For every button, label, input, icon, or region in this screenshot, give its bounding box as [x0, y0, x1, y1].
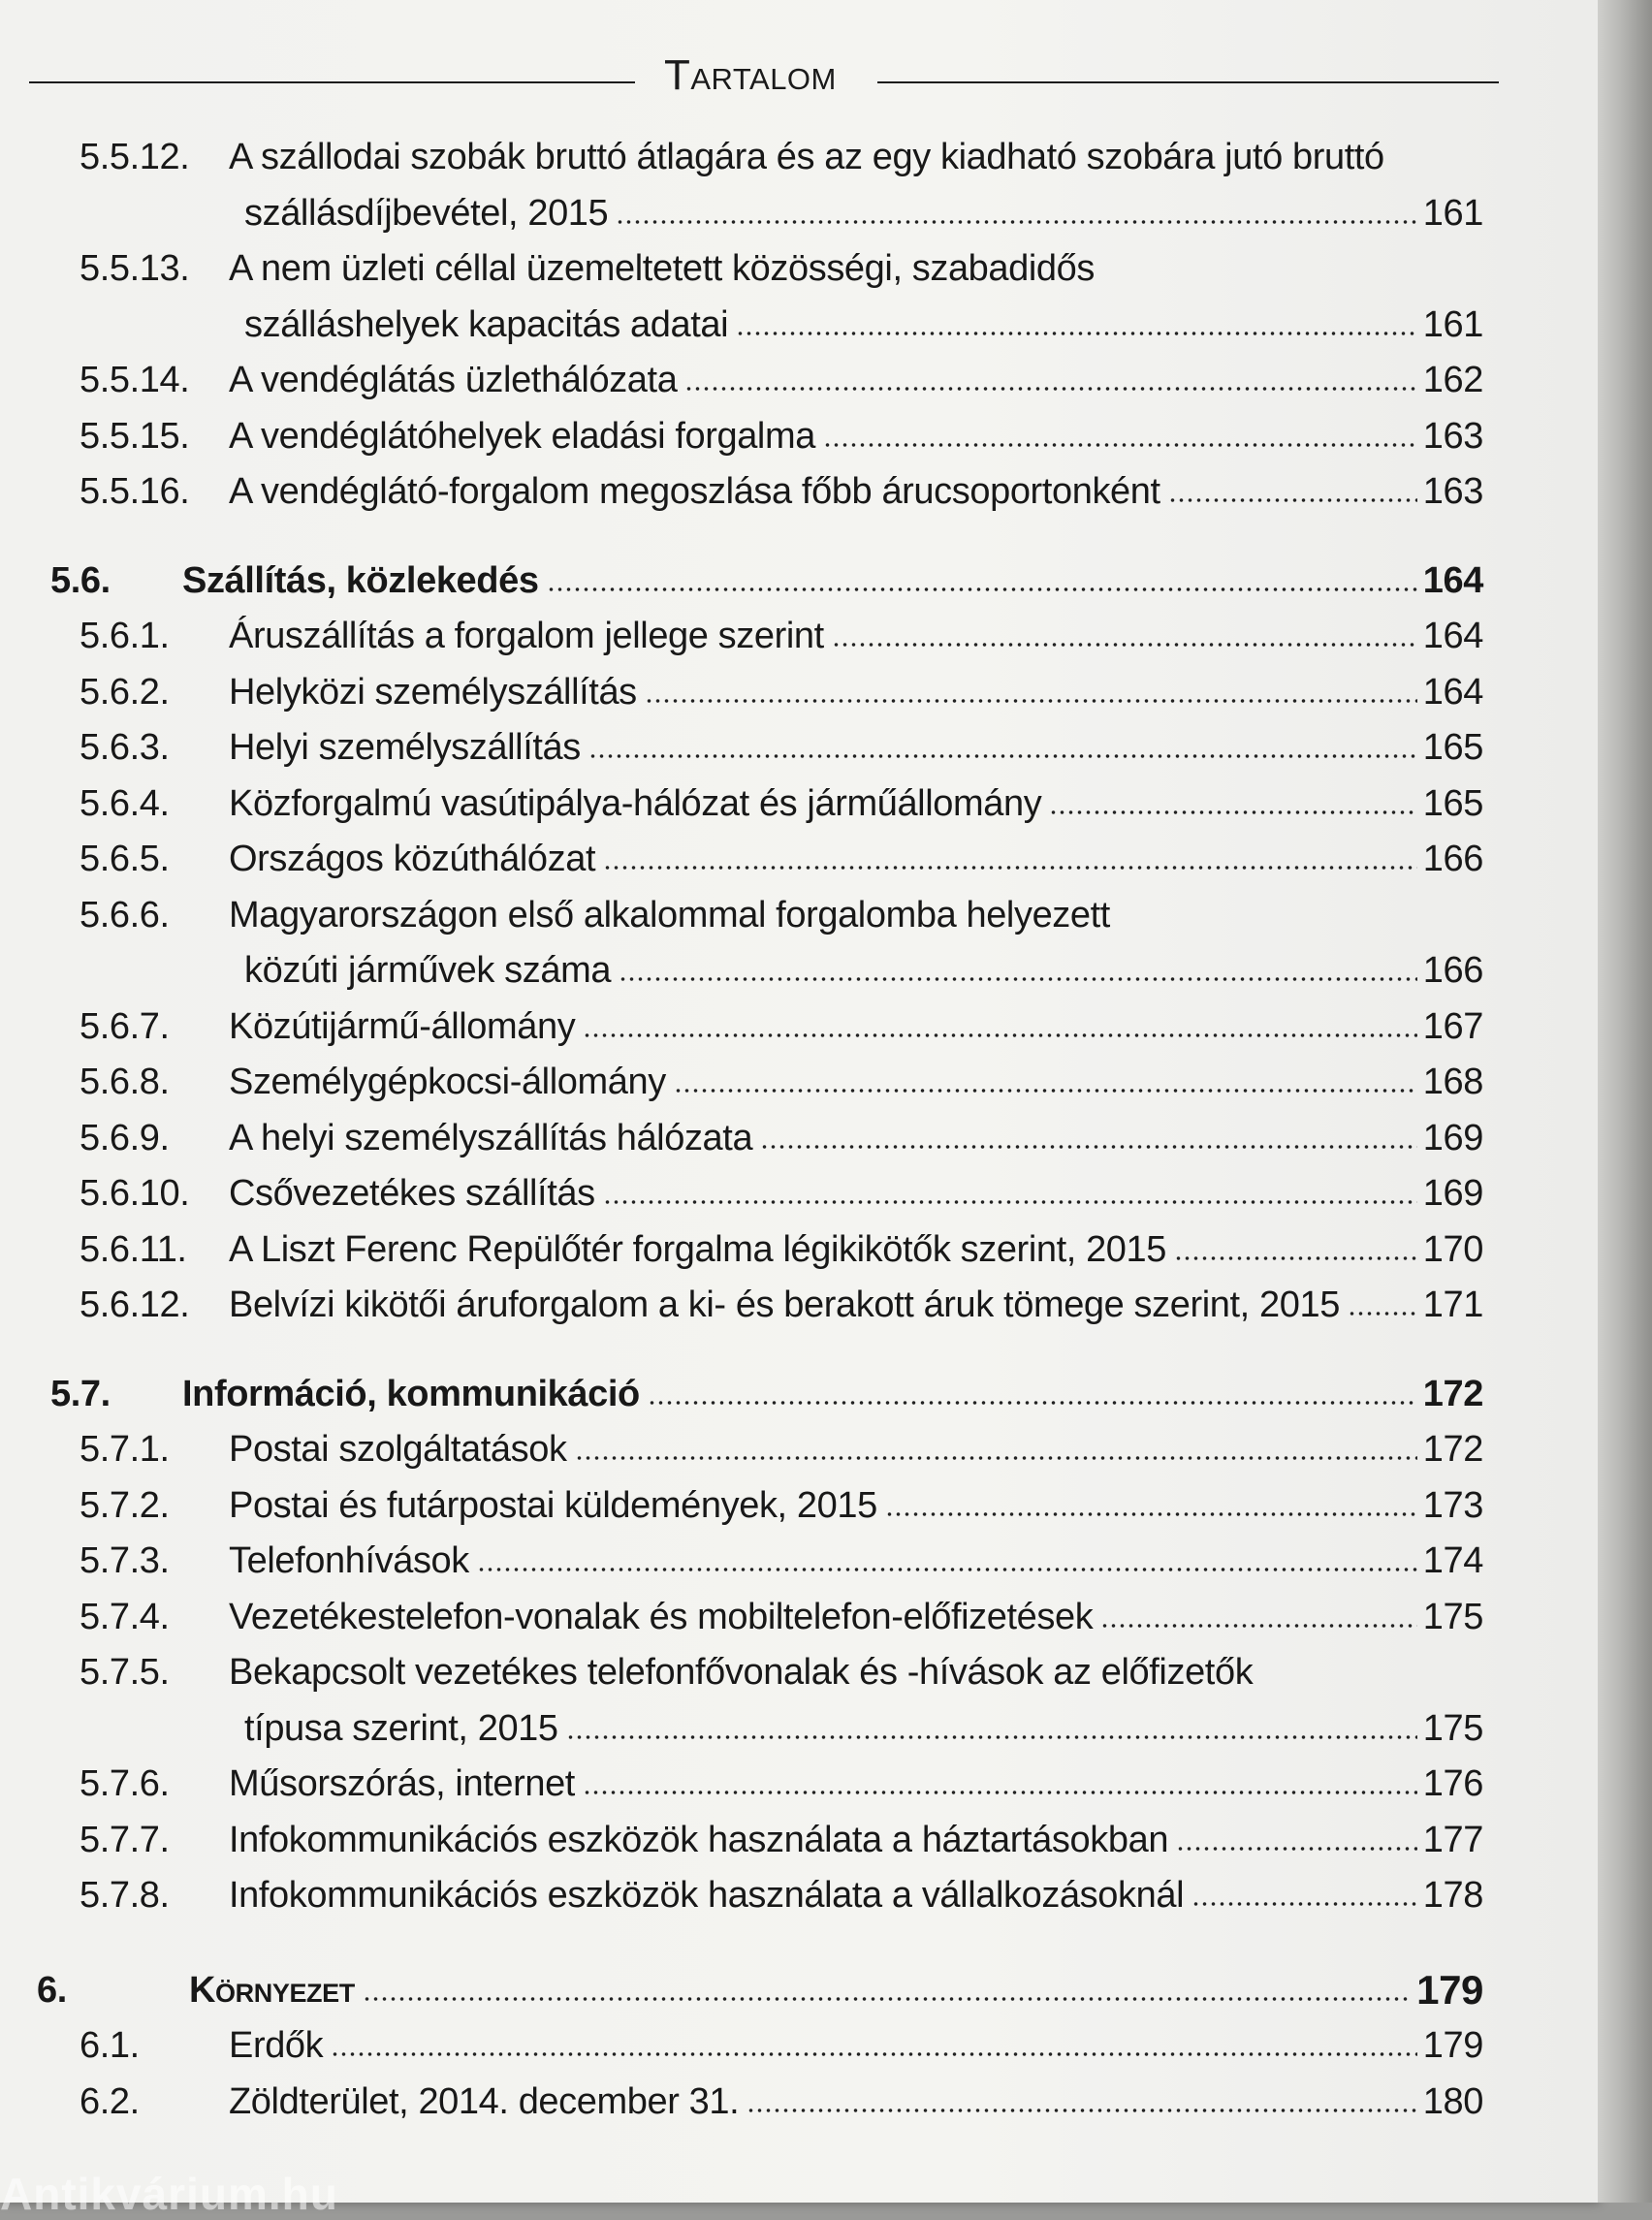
- toc-entry-number: 5.6.11.: [79, 1228, 187, 1270]
- dot-leader: [583, 1791, 1417, 1794]
- toc-entry-page-number: 173: [1422, 1484, 1483, 1526]
- toc-entry: [0, 1483, 1483, 1536]
- toc-entry-page-number: 172: [1422, 1429, 1483, 1470]
- toc-entry-title: Vezetékestelefon-vonalak és mobiltelefon-előfizetések: [229, 1596, 1094, 1637]
- toc-entry-number: 5.7.: [50, 1373, 111, 1414]
- toc-entry: [0, 893, 1483, 945]
- toc-entry-number: 5.7.1.: [79, 1429, 170, 1470]
- toc-entry-page-number: 169: [1422, 1117, 1483, 1158]
- toc-entry-number: 5.6.3.: [79, 727, 170, 768]
- toc-entry-title: Helyközi személyszállítás: [229, 671, 637, 713]
- toc-entry: [0, 1538, 1483, 1591]
- toc-entry-number: 5.7.5.: [79, 1652, 170, 1693]
- dot-leader: [363, 1997, 1411, 2001]
- toc-entry-number: 5.7.4.: [79, 1596, 170, 1637]
- toc-entry-title: szálláshelyek kapacitás adatai: [244, 303, 729, 345]
- toc-entry: [0, 1650, 1483, 1702]
- toc-entry-number: 5.6.6.: [79, 894, 170, 936]
- toc-entry-title: Bekapcsolt vezetékes telefonfővonalak és -hívások az előfizetők: [229, 1652, 1254, 1693]
- toc-entry: [0, 1283, 1483, 1335]
- toc-entry: [0, 1116, 1483, 1168]
- toc-entry: [0, 1873, 1483, 1925]
- dot-leader: [566, 1735, 1417, 1739]
- toc-entry: [0, 358, 1483, 410]
- toc-entry: [0, 414, 1483, 466]
- toc-entry-page-number: 163: [1422, 471, 1483, 512]
- toc-entry-number: 5.6.8.: [79, 1062, 170, 1102]
- dot-leader: [603, 1200, 1417, 1204]
- toc-entry: [0, 1060, 1483, 1112]
- toc-entry-title: közúti járművek száma: [244, 950, 612, 991]
- toc-entry: [0, 670, 1483, 722]
- toc-entry-title: Belvízi kikötői áruforgalom a ki- és berakott áruk tömege szerint, 2015: [229, 1284, 1340, 1325]
- toc-entry-page-number: 169: [1422, 1173, 1483, 1214]
- toc-entry-page-number: 161: [1422, 303, 1483, 345]
- toc-entry-title: A helyi személyszállítás hálózata: [229, 1117, 753, 1158]
- toc-entry-title: típusa szerint, 2015: [244, 1707, 558, 1749]
- toc-entry-number: 5.7.3.: [79, 1540, 170, 1581]
- toc-entry: [0, 725, 1483, 777]
- toc-entry-number: 5.7.7.: [79, 1819, 170, 1860]
- dot-leader: [1348, 1312, 1417, 1316]
- toc-entry-page-number: 180: [1422, 2080, 1483, 2122]
- page-stack-edge: [1598, 0, 1652, 2203]
- toc-entry-continuation: [0, 948, 1483, 1000]
- toc-entry-number: 5.6.12.: [79, 1284, 190, 1325]
- toc-entry-number: 5.7.6.: [79, 1763, 170, 1804]
- dot-leader: [1191, 1902, 1417, 1906]
- toc-entry: [0, 1761, 1483, 1814]
- dot-leader: [575, 1456, 1417, 1460]
- toc-entry-title: Erdők: [229, 2025, 324, 2066]
- toc-entry-number: 5.5.13.: [79, 248, 190, 289]
- toc-entry-title: Infokommunikációs eszközök használata a vállalkozásoknál: [229, 1875, 1185, 1916]
- toc-entry: [0, 781, 1483, 834]
- toc-entry-title: Postai szolgáltatások: [229, 1429, 567, 1470]
- toc-entry-page-number: 179: [1422, 2025, 1483, 2066]
- toc-entry-page-number: 177: [1422, 1819, 1483, 1860]
- toc-entry-title: Áruszállítás a forgalom jellege szerint: [229, 616, 824, 656]
- toc-entry-number: 5.5.15.: [79, 415, 190, 457]
- toc-entry-title: szállásdíjbevétel, 2015: [244, 192, 609, 234]
- dot-leader: [1168, 498, 1417, 502]
- toc-entry-title: A vendéglátás üzlethálózata: [229, 360, 678, 400]
- toc-entry-page-number: 161: [1422, 192, 1483, 234]
- toc-entry-title: Csővezetékes szállítás: [229, 1173, 595, 1214]
- dot-leader: [760, 1145, 1417, 1149]
- toc-entry-title: A vendéglátó-forgalom megoszlása főbb árucsoportonként: [229, 471, 1160, 512]
- toc-entry: [0, 1427, 1483, 1479]
- toc-entry-title: Magyarországon első alkalommal forgalomba helyezett: [229, 894, 1110, 936]
- toc-entry-number: 6.2.: [79, 2080, 140, 2122]
- dot-leader: [477, 1568, 1417, 1571]
- toc-entry-title: A nem üzleti céllal üzemeltetett közösségi, szabadidős: [229, 248, 1095, 289]
- toc-entry-title: Műsorszórás, internet: [229, 1763, 575, 1804]
- dot-leader: [588, 754, 1417, 758]
- toc-entry-page-number: 168: [1422, 1062, 1483, 1102]
- toc-entry-title: Postai és futárpostai küldemények, 2015: [229, 1484, 877, 1526]
- toc-entry-page-number: 164: [1422, 616, 1483, 656]
- toc-entry: [0, 1595, 1483, 1647]
- dot-leader: [616, 220, 1417, 224]
- toc-entry: [0, 1227, 1483, 1280]
- dot-leader: [674, 1089, 1417, 1093]
- dot-leader: [832, 643, 1417, 647]
- toc-entry-page-number: 164: [1422, 559, 1483, 601]
- toc-entry: [0, 1968, 1483, 2020]
- dot-leader: [1100, 1624, 1416, 1628]
- dot-leader: [648, 1401, 1417, 1405]
- toc-entry-page-number: 165: [1422, 727, 1483, 768]
- toc-entry-number: 5.6.7.: [79, 1005, 170, 1047]
- dot-leader: [583, 1033, 1416, 1037]
- toc-entry: [0, 1004, 1483, 1057]
- toc-entry: [0, 1818, 1483, 1870]
- toc-entry-page-number: 175: [1422, 1707, 1483, 1749]
- toc-entry: [0, 469, 1483, 522]
- toc-entry-page-number: 167: [1422, 1005, 1483, 1047]
- dot-leader: [823, 443, 1417, 447]
- toc-entry-page-number: 162: [1422, 360, 1483, 400]
- toc-entry-number: 5.5.16.: [79, 471, 190, 512]
- toc-entry: [0, 558, 1483, 611]
- dot-leader: [684, 387, 1416, 391]
- toc-entry-number: 5.6.4.: [79, 782, 170, 824]
- dot-leader: [1176, 1847, 1417, 1851]
- toc-entry-page-number: 164: [1422, 671, 1483, 713]
- toc-entry-number: 5.6.1.: [79, 616, 170, 656]
- toc-entry-title: A szállodai szobák bruttó átlagára és az egy kiadható szobára jutó bruttó: [229, 137, 1384, 177]
- toc-entry-page-number: 174: [1422, 1540, 1483, 1581]
- toc-entry: [0, 2023, 1483, 2076]
- toc-entry-page-number: 166: [1422, 839, 1483, 879]
- toc-entry: [0, 135, 1483, 187]
- toc-entry-title: Környezet: [189, 1969, 355, 2011]
- toc-entry-number: 5.6.2.: [79, 671, 170, 713]
- toc-entry-page-number: 166: [1422, 950, 1483, 991]
- toc-entry-page-number: 165: [1422, 782, 1483, 824]
- toc-entry-page-number: 175: [1422, 1596, 1483, 1637]
- toc-entry-number: 5.6.10.: [79, 1173, 190, 1214]
- watermark-text: Antikvárium.hu: [0, 2169, 338, 2219]
- toc-entry-number: 5.6.9.: [79, 1117, 170, 1158]
- toc-entry: [0, 837, 1483, 889]
- toc-entry-page-number: 179: [1416, 1966, 1483, 2013]
- dot-leader: [331, 2052, 1417, 2056]
- toc-entry-title: Közútijármű-állomány: [229, 1005, 576, 1047]
- dot-leader: [1174, 1256, 1417, 1260]
- toc-entry-title: Közforgalmú vasútipálya-hálózat és járműállomány: [229, 782, 1042, 824]
- dot-leader: [1049, 810, 1416, 814]
- toc-entry-title: A vendéglátóhelyek eladási forgalma: [229, 415, 815, 457]
- toc-entry-page-number: 171: [1422, 1284, 1483, 1325]
- toc-entry-title: Telefonhívások: [229, 1540, 469, 1581]
- toc-entry-continuation: [0, 191, 1483, 243]
- toc-entry-number: 6.: [37, 1969, 67, 2011]
- toc-entry-page-number: 170: [1422, 1228, 1483, 1270]
- toc-entry-number: 5.7.8.: [79, 1875, 170, 1916]
- toc-entry-title: Helyi személyszállítás: [229, 727, 581, 768]
- dot-leader: [547, 587, 1417, 591]
- toc-entry-continuation: [0, 302, 1483, 355]
- toc-entry-number: 5.6.: [50, 559, 111, 601]
- dot-leader: [736, 332, 1417, 335]
- toc-entry: [0, 1372, 1483, 1424]
- dot-leader: [619, 977, 1417, 981]
- toc-entry-number: 5.5.14.: [79, 360, 190, 400]
- toc-entry-page-number: 163: [1422, 415, 1483, 457]
- toc-entry-page-number: 172: [1422, 1373, 1483, 1414]
- dot-leader: [603, 866, 1417, 870]
- toc-entry-title: Zöldterület, 2014. december 31.: [229, 2080, 740, 2122]
- toc-entry-page-number: 176: [1422, 1763, 1483, 1804]
- dot-leader: [747, 2109, 1417, 2112]
- toc-entry: [0, 1171, 1483, 1223]
- toc-entry: [0, 614, 1483, 666]
- toc-entry-number: 5.5.12.: [79, 137, 190, 177]
- dot-leader: [645, 699, 1417, 703]
- toc-entry: [0, 246, 1483, 299]
- toc-entry: [0, 2079, 1483, 2132]
- header-title: Tartalom: [664, 51, 837, 99]
- toc-entry-title: Infokommunikációs eszközök használata a háztartásokban: [229, 1819, 1169, 1860]
- toc-entry-title: Országos közúthálózat: [229, 839, 596, 879]
- toc-entry-number: 6.1.: [79, 2025, 140, 2066]
- toc-entry-title: A Liszt Ferenc Repülőtér forgalma légikikötők szerint, 2015: [229, 1228, 1166, 1270]
- toc-entry-continuation: [0, 1706, 1483, 1759]
- dot-leader: [885, 1512, 1417, 1516]
- toc-entry-title: Információ, kommunikáció: [182, 1373, 640, 1414]
- toc-entry-number: 5.6.5.: [79, 839, 170, 879]
- toc-entry-title: Szállítás, közlekedés: [182, 559, 539, 601]
- toc-entry-page-number: 178: [1422, 1875, 1483, 1916]
- toc-entry-title: Személygépkocsi-állomány: [229, 1062, 666, 1102]
- toc-entry-number: 5.7.2.: [79, 1484, 170, 1526]
